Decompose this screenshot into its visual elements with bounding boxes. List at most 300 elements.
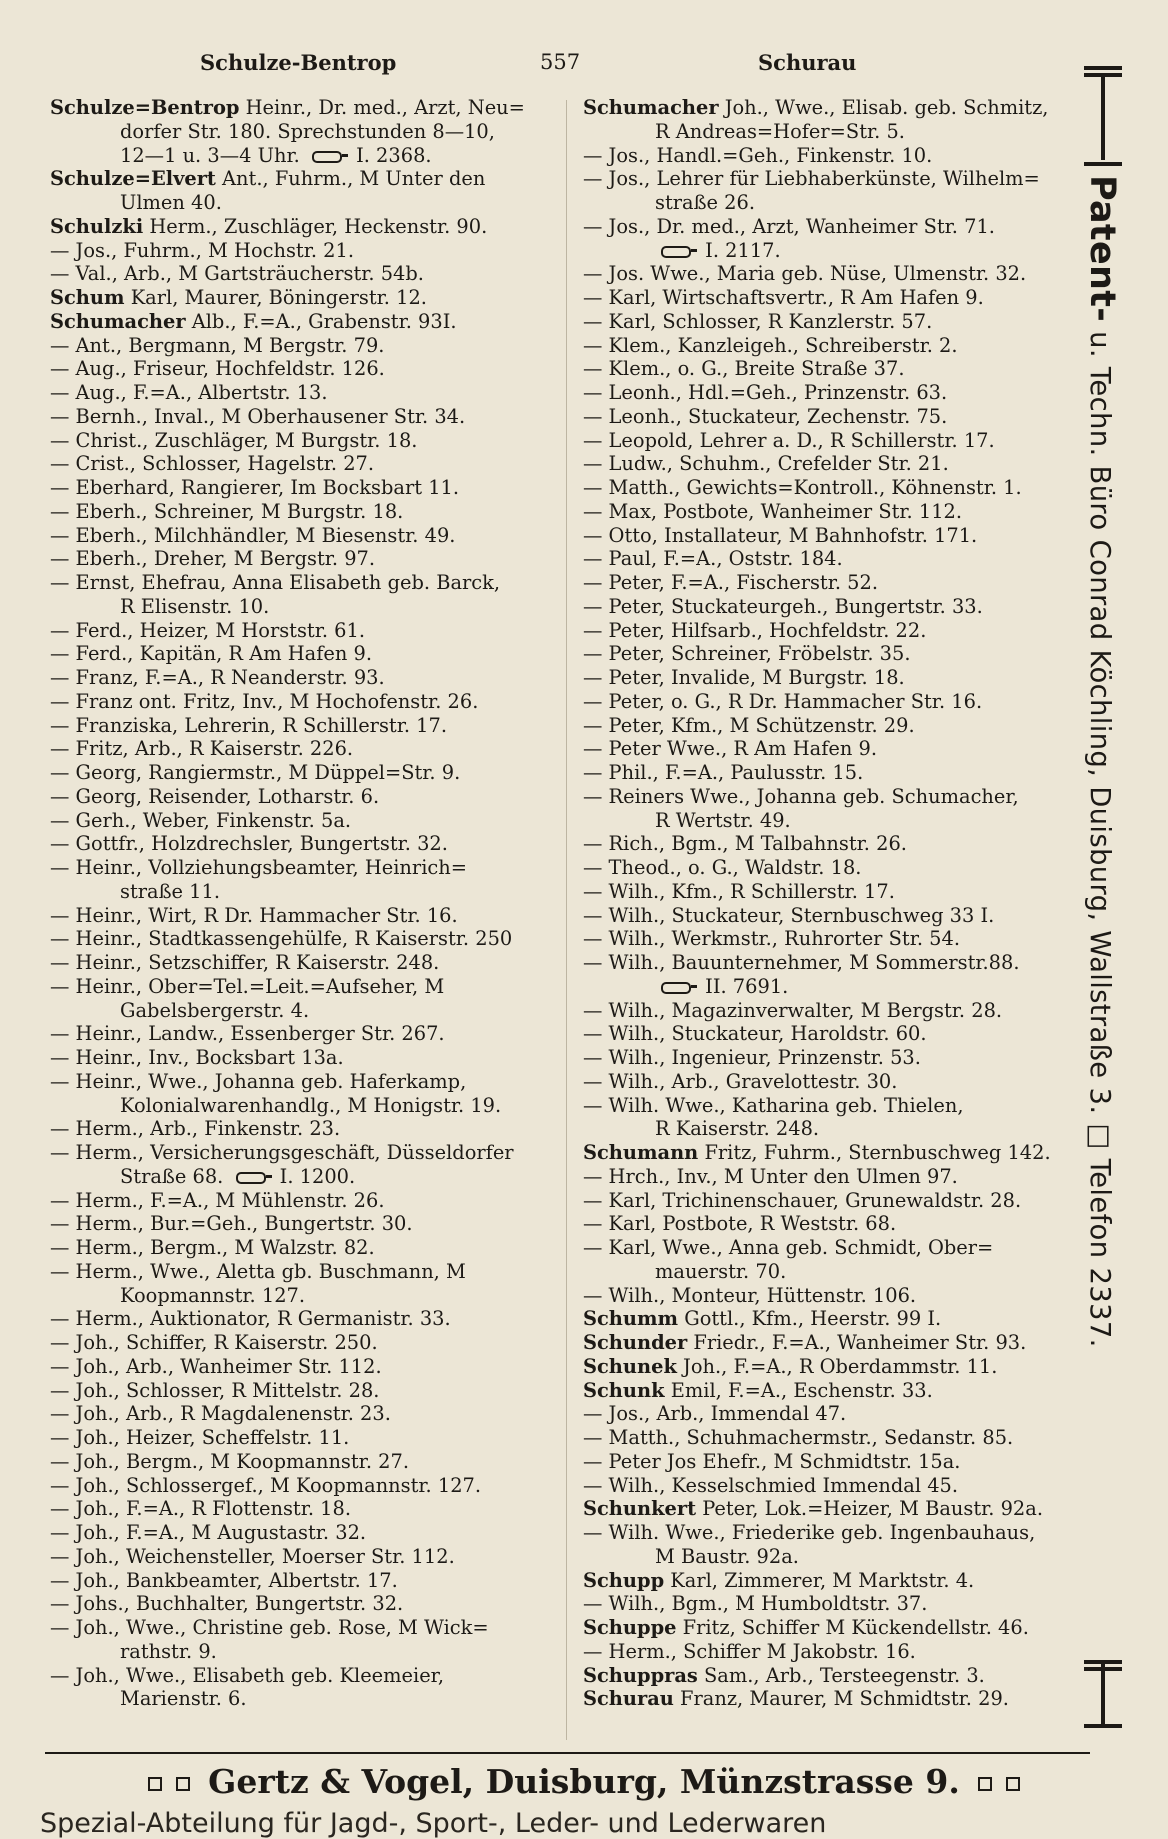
entry-text: R Kaiserstr. 248. <box>655 1117 820 1141</box>
directory-entry-line <box>583 595 1083 619</box>
entry-text: — Joh., Schlossergef., M Koopmannstr. 127. <box>50 1473 482 1497</box>
directory-entry-line <box>50 405 570 429</box>
entry-text: — Wilh., Kfm., R Schillerstr. 17. <box>583 879 895 903</box>
directory-entry-line <box>50 999 570 1023</box>
surname-heading: Schumm <box>583 1307 679 1331</box>
entry-text: — Otto, Installateur, M Bahnhofstr. 171. <box>583 523 978 547</box>
entry-text: — Karl, Wirtschaftsvertr., R Am Hafen 9. <box>583 286 984 309</box>
directory-entry-line <box>50 120 570 144</box>
surname-heading: Schunder <box>583 1331 688 1354</box>
entry-text: Alb., F.=A., Grabenstr. 93I. <box>185 309 457 333</box>
entry-text: Emil, F.=A., Eschenstr. 33. <box>664 1378 933 1402</box>
directory-entry-line <box>50 1426 570 1450</box>
directory-entry-line <box>50 1236 570 1260</box>
square-ornament-icon <box>978 1777 992 1791</box>
directory-entry-line <box>50 452 570 476</box>
entry-text: Kolonialwarenhandlg., M Honigstr. 19. <box>120 1093 502 1117</box>
entry-text: — Heinr., Vollziehungsbeamter, Heinrich= <box>50 856 467 879</box>
directory-entry-line <box>583 714 1083 738</box>
directory-entry-line <box>50 1379 570 1403</box>
entry-text: — Rich., Bgm., M Talbahnstr. 26. <box>583 832 907 856</box>
entry-text: — Herm., Bergm., M Walzstr. 82. <box>50 1236 375 1259</box>
entry-text: rathstr. 9. <box>120 1639 217 1663</box>
entry-text: — Bernh., Inval., M Oberhausener Str. 34. <box>50 404 466 428</box>
directory-entry-line <box>583 1640 1083 1664</box>
directory-entry-line <box>583 1664 1083 1688</box>
entry-text: R Andreas=Hofer=Str. 5. <box>655 119 905 143</box>
directory-entry-line <box>50 1189 570 1213</box>
directory-entry-line <box>583 1497 1083 1521</box>
directory-entry-line <box>50 856 570 880</box>
entry-text: — Phil., F.=A., Paulusstr. 15. <box>583 761 864 784</box>
directory-entry-line <box>583 737 1083 761</box>
entry-text: — Peter, F.=A., Fischerstr. 52. <box>583 571 879 594</box>
entry-text: — Joh., Bankbeamter, Albertstr. 17. <box>50 1568 398 1592</box>
entry-text: — Joh., Arb., R Magdalenenstr. 23. <box>50 1402 391 1426</box>
entry-text: — Joh., Arb., Wanheimer Str. 112. <box>50 1354 382 1378</box>
directory-entry-line <box>50 1165 570 1189</box>
directory-entry-line <box>50 1450 570 1474</box>
entry-text: — Peter, Stuckateurgeh., Bungertstr. 33. <box>583 594 983 618</box>
directory-entry-line <box>50 547 570 571</box>
directory-entry-line <box>50 904 570 928</box>
directory-entry-line <box>50 215 570 239</box>
entry-text: — Ant., Bergmann, M Bergstr. 79. <box>50 333 385 357</box>
directory-entry-line <box>583 476 1083 500</box>
directory-entry-line <box>50 1664 570 1688</box>
directory-entry-line <box>583 856 1083 880</box>
entry-text: — Georg, Reisender, Lotharstr. 6. <box>50 784 380 808</box>
entry-text: — Wilh., Ingenieur, Prinzenstr. 53. <box>583 1046 921 1069</box>
directory-entry-line <box>50 1355 570 1379</box>
entry-text: Marienstr. 6. <box>120 1687 247 1711</box>
surname-heading: Schunk <box>583 1378 665 1402</box>
directory-entry-line <box>50 167 570 191</box>
directory-entry-line <box>50 310 570 334</box>
directory-entry-line <box>50 737 570 761</box>
entry-text: — Matth., Gewichts=Kontroll., Köhnenstr. 1. <box>583 476 1022 499</box>
directory-entry-line <box>50 1284 570 1308</box>
directory-entry-line <box>583 1331 1083 1355</box>
entry-text: — Theod., o. G., Waldstr. 18. <box>583 856 862 879</box>
directory-entry-line <box>50 619 570 643</box>
entry-text: Ant., Fuhrm., M Unter den <box>215 167 486 191</box>
sidebar-lead: Patent- <box>1082 175 1122 323</box>
directory-entry-line <box>50 1569 570 1593</box>
directory-entry-line <box>583 1592 1083 1616</box>
entry-text: Friedr., F.=A., Wanheimer Str. 93. <box>687 1331 1027 1354</box>
entry-text: — Eberh., Milchhändler, M Biesenstr. 49. <box>50 523 456 547</box>
directory-entry-line <box>583 452 1083 476</box>
directory-entry-line <box>50 880 570 904</box>
entry-text: — Eberh., Dreher, M Bergstr. 97. <box>50 547 376 571</box>
entry-text: — Christ., Zuschläger, M Burgstr. 18. <box>50 428 418 452</box>
entry-text: — Heinr., Landw., Essenberger Str. 267. <box>50 1022 445 1046</box>
directory-entry-line <box>583 1260 1083 1284</box>
entry-text: I. 2117. <box>655 239 781 262</box>
entry-text: Joh., Wwe., Elisab. geb. Schmitz, <box>718 96 1049 119</box>
directory-entry-line <box>50 1307 570 1331</box>
entry-text: mauerstr. 70. <box>655 1259 787 1283</box>
entry-text: — Klem., Kanzleigeh., Schreiberstr. 2. <box>583 333 958 357</box>
footer-ad-text: Gertz & Vogel, Duisburg, Münzstrasse 9. <box>208 1762 960 1801</box>
directory-entry-line <box>583 1165 1083 1189</box>
entry-text: — Franz, F.=A., R Neanderstr. 93. <box>50 666 385 689</box>
entry-text: Franz, Maurer, M Schmidtstr. 29. <box>673 1687 1009 1711</box>
entry-text: — Joh., Schiffer, R Kaiserstr. 250. <box>50 1331 378 1354</box>
directory-entry-line <box>50 714 570 738</box>
directory-entry-line <box>583 999 1083 1023</box>
entry-text: — Wilh., Arb., Gravelottestr. 30. <box>583 1069 898 1093</box>
entry-text: — Jos., Arb., Immendal 47. <box>583 1402 847 1426</box>
entry-text: straße 26. <box>655 191 756 214</box>
directory-entry-line <box>583 1616 1083 1640</box>
entry-text: — Gottfr., Holzdrechsler, Bungertstr. 32. <box>50 832 448 856</box>
entry-text: — Jos., Fuhrm., M Hochstr. 21. <box>50 238 355 262</box>
directory-entry-line <box>50 690 570 714</box>
entry-text: — Herm., Schiffer M Jakobstr. 16. <box>583 1639 916 1663</box>
directory-entry-line <box>50 1141 570 1165</box>
entry-text: — Crist., Schlosser, Hagelstr. 27. <box>50 452 375 476</box>
entry-text: — Jos. Wwe., Maria geb. Nüse, Ulmenstr. 32. <box>583 262 1027 286</box>
telephone-icon <box>236 1172 266 1184</box>
directory-entry-line <box>583 809 1083 833</box>
entry-text: — Matth., Schuhmachermstr., Sedanstr. 85. <box>583 1426 1014 1449</box>
entry-text: — Johs., Buchhalter, Bungertstr. 32. <box>50 1592 404 1616</box>
entry-text: — Ferd., Heizer, M Horststr. 61. <box>50 618 366 642</box>
directory-entry-line <box>50 239 570 263</box>
entry-text: Koopmannstr. 127. <box>120 1283 306 1307</box>
directory-entry-line <box>583 1521 1083 1545</box>
directory-entry-line <box>50 1497 570 1521</box>
entry-text: 12—1 u. 3—4 Uhr. I. 2368. <box>120 143 432 167</box>
entry-text: — Fritz, Arb., R Kaiserstr. 226. <box>50 737 354 761</box>
entry-text: — Jos., Lehrer für Liebhaberkünste, Wilhelm= <box>583 167 1040 191</box>
page-number: 557 <box>540 50 581 74</box>
entry-text: — Karl, Wwe., Anna geb. Schmidt, Ober= <box>583 1236 994 1259</box>
directory-entry-line <box>50 927 570 951</box>
entry-text: — Gerh., Weber, Finkenstr. 5a. <box>50 808 352 832</box>
directory-entry-line <box>583 547 1083 571</box>
surname-heading: Schunek <box>583 1354 677 1378</box>
entry-text: — Peter, Hilfsarb., Hochfeldstr. 22. <box>583 618 927 642</box>
running-head-left: Schulze-Bentrop <box>200 50 397 75</box>
entry-text: — Herm., Versicherungsgeschäft, Düsseldorfer <box>50 1141 514 1164</box>
directory-entry-line <box>583 310 1083 334</box>
directory-entry-line <box>583 167 1083 191</box>
entry-text: — Aug., Friseur, Hochfeldstr. 126. <box>50 357 385 381</box>
directory-entry-line <box>583 1070 1083 1094</box>
directory-entry-line <box>583 951 1083 975</box>
directory-entry-line <box>50 1592 570 1616</box>
entry-text: — Herm., Bur.=Geh., Bungertstr. 30. <box>50 1212 413 1236</box>
directory-entry-line <box>50 1545 570 1569</box>
entry-text: — Peter, Invalide, M Burgstr. 18. <box>583 666 905 689</box>
directory-entry-line <box>583 1379 1083 1403</box>
entry-text: — Eberhard, Rangierer, Im Bocksbart 11. <box>50 476 460 499</box>
square-ornament-icon <box>148 1777 162 1791</box>
directory-entry-line <box>583 1189 1083 1213</box>
sidebar-separator: □ <box>1084 1123 1116 1150</box>
entry-text: — Peter Jos Ehefr., M Schmidtstr. 15a. <box>583 1449 961 1473</box>
entry-text: — Peter, Schreiner, Fröbelstr. 35. <box>583 642 911 666</box>
surname-heading: Schulze=Bentrop <box>50 96 240 119</box>
entry-text: — Joh., Schlosser, R Mittelstr. 28. <box>50 1378 380 1402</box>
square-ornament-icon <box>1006 1777 1020 1791</box>
entry-text: — Peter, o. G., R Dr. Hammacher Str. 16. <box>583 689 983 713</box>
entry-text: Fritz, Schiffer M Kückendellstr. 46. <box>676 1616 1029 1639</box>
entry-text: — Leonh., Hdl.=Geh., Prinzenstr. 63. <box>583 381 948 404</box>
entry-text: — Wilh., Monteur, Hüttenstr. 106. <box>583 1283 917 1307</box>
telephone-icon <box>661 246 691 258</box>
sidebar-advertisement <box>1082 175 1122 1655</box>
entry-text: — Aug., F.=A., Albertstr. 13. <box>50 381 328 404</box>
directory-entry-line <box>583 1450 1083 1474</box>
directory-entry-line <box>50 785 570 809</box>
directory-entry-line <box>583 690 1083 714</box>
directory-entry-line <box>50 191 570 215</box>
directory-entry-line <box>583 1094 1083 1118</box>
directory-entry-line <box>50 262 570 286</box>
entry-text: — Heinr., Stadtkassengehülfe, R Kaiserstr. 250 <box>50 927 513 951</box>
entry-text: — Heinr., Inv., Bocksbart 13a. <box>50 1046 344 1069</box>
directory-entry-line <box>583 1687 1083 1711</box>
entry-text: — Herm., Auktionator, R Germanistr. 33. <box>50 1307 451 1331</box>
entry-text: — Heinr., Wirt, R Dr. Hammacher Str. 16. <box>50 903 458 927</box>
directory-entry-line <box>50 1260 570 1284</box>
entry-text: Gabelsbergerstr. 4. <box>120 998 310 1022</box>
directory-entry-line <box>50 144 570 168</box>
directory-entry-line <box>50 1022 570 1046</box>
entry-text: — Wilh., Stuckateur, Sternbuschweg 33 I. <box>583 903 995 927</box>
directory-entry-line <box>583 1212 1083 1236</box>
directory-entry-line <box>583 1284 1083 1308</box>
directory-entry-line <box>583 1117 1083 1141</box>
entry-text: — Karl, Trichinenschauer, Grunewaldstr. 28. <box>583 1188 1022 1212</box>
directory-entry-line <box>583 1545 1083 1569</box>
entry-text: — Ferd., Kapitän, R Am Hafen 9. <box>50 642 373 666</box>
entry-text: — Karl, Schlosser, R Kanzlerstr. 57. <box>583 309 933 333</box>
entry-text: — Paul, F.=A., Oststr. 184. <box>583 547 843 571</box>
entry-text: — Heinr., Wwe., Johanna geb. Haferkamp, <box>50 1069 467 1093</box>
directory-entry-line <box>583 239 1083 263</box>
entry-text: — Herm., Wwe., Aletta gb. Buschmann, M <box>50 1259 466 1283</box>
directory-entry-line <box>50 1212 570 1236</box>
entry-text: — Peter Wwe., R Am Hafen 9. <box>583 737 877 761</box>
entry-text: — Max, Postbote, Wanheimer Str. 112. <box>583 499 963 523</box>
directory-entry-line <box>583 1474 1083 1498</box>
directory-entry-line <box>583 761 1083 785</box>
entry-text: M Baustr. 92a. <box>655 1544 799 1568</box>
directory-entry-line <box>583 642 1083 666</box>
directory-entry-line <box>50 809 570 833</box>
entry-text: — Wilh., Werkmstr., Ruhrorter Str. 54. <box>583 927 960 951</box>
square-ornament-icon <box>176 1777 190 1791</box>
entry-text: II. 7691. <box>655 975 788 998</box>
directory-entry-line <box>50 571 570 595</box>
directory-entry-line <box>50 642 570 666</box>
directory-entry-line <box>583 880 1083 904</box>
entry-text: — Ludw., Schuhm., Crefelder Str. 21. <box>583 452 949 476</box>
directory-entry-line <box>50 1474 570 1498</box>
directory-entry-line <box>583 96 1083 120</box>
entry-text: — Wilh., Stuckateur, Haroldstr. 60. <box>583 1022 927 1046</box>
directory-entry-line <box>50 1070 570 1094</box>
directory-entry-line <box>50 761 570 785</box>
directory-entry-line <box>50 951 570 975</box>
entry-text: — Eberh., Schreiner, M Burgstr. 18. <box>50 499 404 523</box>
directory-entry-line <box>50 286 570 310</box>
directory-entry-line <box>583 144 1083 168</box>
directory-entry-line <box>50 96 570 120</box>
directory-entry-line <box>50 975 570 999</box>
surname-heading: Schumacher <box>583 96 719 119</box>
directory-entry-line <box>583 357 1083 381</box>
entry-text: — Leopold, Lehrer a. D., R Schillerstr. 17. <box>583 428 995 452</box>
entry-text: — Jos., Handl.=Geh., Finkenstr. 10. <box>583 143 933 167</box>
telephone-icon <box>312 151 342 163</box>
entry-text: — Wilh., Bauunternehmer, M Sommerstr.88. <box>583 951 1020 974</box>
directory-entry-line <box>583 1141 1083 1165</box>
directory-entry-line <box>583 286 1083 310</box>
sidebar-top-line <box>1101 76 1105 160</box>
directory-entry-line <box>583 1022 1083 1046</box>
directory-entry-line <box>50 1331 570 1355</box>
entry-text: — Jos., Dr. med., Arzt, Wanheimer Str. 71. <box>583 214 995 238</box>
directory-entry-line <box>583 1236 1083 1260</box>
telephone-icon <box>661 982 691 994</box>
entry-text: — Karl, Postbote, R Weststr. 68. <box>583 1212 897 1236</box>
entry-text: — Wilh., Kesselschmied Immendal 45. <box>583 1473 959 1497</box>
directory-entry-line <box>50 500 570 524</box>
directory-entry-line <box>50 1687 570 1711</box>
running-head-right: Schurau <box>758 50 857 75</box>
directory-entry-line <box>50 1094 570 1118</box>
directory-entry-line <box>50 429 570 453</box>
entry-text: — Val., Arb., M Gartsträucherstr. 54b. <box>50 262 424 286</box>
entry-text: — Wilh. Wwe., Friederike geb. Ingenbauhaus, <box>583 1521 1036 1544</box>
directory-entry-line <box>583 666 1083 690</box>
entry-text: R Wertstr. 49. <box>655 808 791 832</box>
entry-text: Herm., Zuschläger, Heckenstr. 90. <box>143 214 488 238</box>
entry-text: — Georg, Rangiermstr., M Düppel=Str. 9. <box>50 761 461 784</box>
directory-entry-line <box>583 785 1083 809</box>
surname-heading: Schurau <box>583 1687 674 1711</box>
entry-text: Peter, Lok.=Heizer, M Baustr. 92a. <box>696 1497 1043 1521</box>
directory-entry-line <box>50 1616 570 1640</box>
directory-entry-line <box>583 1569 1083 1593</box>
directory-entry-line <box>50 381 570 405</box>
directory-entry-line <box>50 334 570 358</box>
entry-text: — Heinr., Setzschiffer, R Kaiserstr. 248. <box>50 951 440 974</box>
entry-text: — Joh., Bergm., M Koopmannstr. 27. <box>50 1449 409 1473</box>
directory-entry-line <box>583 904 1083 928</box>
directory-entry-line <box>50 595 570 619</box>
directory-entry-line <box>583 191 1083 215</box>
entry-text: Karl, Zimmerer, M Marktstr. 4. <box>664 1568 975 1592</box>
sidebar-bottom-line <box>1101 1662 1105 1726</box>
entry-text: Joh., F.=A., R Oberdammstr. 11. <box>676 1354 998 1378</box>
entry-text: Fritz, Fuhrm., Sternbuschweg 142. <box>698 1141 1051 1164</box>
left-column <box>50 96 570 1711</box>
directory-entry-line <box>50 1521 570 1545</box>
entry-text: — Herm., Arb., Finkenstr. 23. <box>50 1117 341 1141</box>
entry-text: dorfer Str. 180. Sprechstunden 8—10, <box>120 119 495 143</box>
footer-advertisement <box>0 1762 1168 1801</box>
surname-heading: Schumann <box>583 1141 699 1164</box>
entry-text: Straße 68. I. 1200. <box>120 1164 356 1188</box>
directory-entry-line <box>50 1117 570 1141</box>
directory-entry-line <box>583 571 1083 595</box>
directory-entry-line <box>583 381 1083 405</box>
directory-entry-line <box>50 357 570 381</box>
surname-heading: Schumacher <box>50 309 186 333</box>
directory-entry-line <box>583 215 1083 239</box>
entry-text: — Wilh. Wwe., Katharina geb. Thielen, <box>583 1093 964 1117</box>
entry-text: Ulmen 40. <box>120 191 222 214</box>
directory-entry-line <box>583 524 1083 548</box>
sidebar-phone: Telefon 2337. <box>1084 1158 1116 1348</box>
footer-rule <box>45 1752 1090 1754</box>
sidebar-body: u. Techn. Büro Conrad Köchling, Duisburg, Wallstraße 3. <box>1084 322 1116 1115</box>
surname-heading: Schum <box>50 286 125 309</box>
entry-text: Karl, Maurer, Böningerstr. 12. <box>124 286 427 309</box>
surname-heading: Schupp <box>583 1568 665 1592</box>
entry-text: R Elisenstr. 10. <box>120 594 270 618</box>
directory-entry-line <box>583 334 1083 358</box>
directory-entry-line <box>583 619 1083 643</box>
entry-text: — Leonh., Stuckateur, Zechenstr. 75. <box>583 404 948 428</box>
directory-entry-line <box>583 262 1083 286</box>
entry-text: — Franz ont. Fritz, Inv., M Hochofenstr. 26. <box>50 689 479 713</box>
entry-text: Sam., Arb., Tersteegenstr. 3. <box>697 1663 985 1687</box>
entry-text: — Joh., Weichensteller, Moerser Str. 112. <box>50 1544 455 1568</box>
directory-entry-line <box>583 1355 1083 1379</box>
directory-entry-line <box>583 832 1083 856</box>
surname-heading: Schuppras <box>583 1663 698 1687</box>
entry-text: — Joh., Wwe., Christine geb. Rose, M Wick= <box>50 1616 489 1639</box>
surname-heading: Schulzki <box>50 214 144 238</box>
directory-entry-line <box>583 927 1083 951</box>
directory-entry-line <box>583 429 1083 453</box>
entry-text: — Wilh., Magazinverwalter, M Bergstr. 28. <box>583 998 1003 1022</box>
surname-heading: Schulze=Elvert <box>50 167 216 191</box>
directory-entry-line <box>583 500 1083 524</box>
directory-entry-line <box>50 476 570 500</box>
entry-text: — Reiners Wwe., Johanna geb. Schumacher, <box>583 784 1019 808</box>
directory-entry-line <box>583 1307 1083 1331</box>
directory-entry-line <box>583 975 1083 999</box>
directory-entry-line <box>583 1046 1083 1070</box>
entry-text: — Joh., F.=A., M Augustastr. 32. <box>50 1521 367 1544</box>
surname-heading: Schuppe <box>583 1616 677 1639</box>
entry-text: — Klem., o. G., Breite Straße 37. <box>583 357 905 381</box>
directory-entry-line <box>50 1046 570 1070</box>
entry-text: — Herm., F.=A., M Mühlenstr. 26. <box>50 1188 385 1212</box>
entry-text: — Heinr., Ober=Tel.=Leit.=Aufseher, M <box>50 974 445 998</box>
entry-text: — Franziska, Lehrerin, R Schillerstr. 17. <box>50 713 447 737</box>
directory-entry-line <box>583 120 1083 144</box>
entry-text: Gottl., Kfm., Heerstr. 99 I. <box>678 1307 942 1331</box>
directory-entry-line <box>583 1426 1083 1450</box>
entry-text: Heinr., Dr. med., Arzt, Neu= <box>239 96 525 119</box>
directory-entry-line <box>583 1402 1083 1426</box>
directory-entry-line <box>583 405 1083 429</box>
entry-text: straße 11. <box>120 879 221 903</box>
entry-text: — Joh., Wwe., Elisabeth geb. Kleemeier, <box>50 1663 444 1687</box>
entry-text: — Wilh., Bgm., M Humboldtstr. 37. <box>583 1592 928 1616</box>
entry-text: — Hrch., Inv., M Unter den Ulmen 97. <box>583 1164 958 1188</box>
